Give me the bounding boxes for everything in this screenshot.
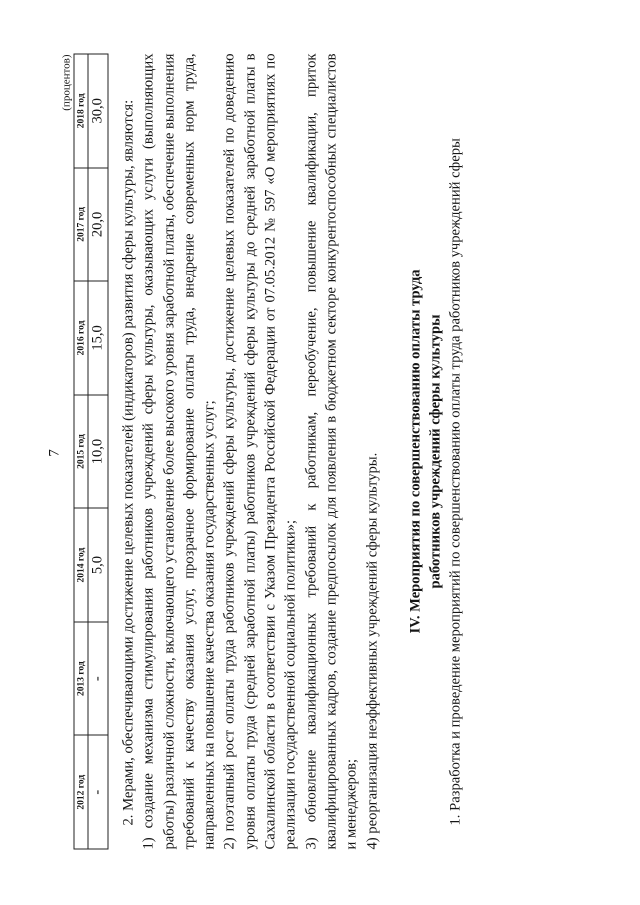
value-2013: - (88, 621, 108, 735)
value-2012: - (88, 735, 108, 849)
list-item-2: 2) поэтапный рост оплаты труда работников учреждений сферы культуры, достижение целевых показателей по доведению уровня оплаты труда (средней заработной платы) работников учреждений сферы культуры до средней заработной платы в Сахалинской области в соответствии с Указом Президента Российской Федерации от 07.05.2012 № 597 «О мероприятиях по реализации государственной социальной политики»; (221, 53, 299, 849)
intro-paragraph: 2. Мерами, обеспечивающими достижение целевых показателей (индикаторов) развития сферы культуры, являются: (120, 99, 136, 825)
list-item-4: 4) реорганизация неэффективных учреждений сферы культуры. (363, 452, 380, 849)
table-row (88, 54, 108, 849)
value-2017: 20,0 (88, 167, 108, 281)
header-2017: 2017 год (74, 167, 88, 281)
value-2016: 15,0 (88, 281, 108, 395)
percent-note: (процентов) (60, 54, 72, 111)
section-title-line-1: IV. Мероприятия по совершенствованию оплаты труда (406, 269, 423, 634)
page-number: 7 (46, 448, 62, 457)
closing-paragraph: 1. Разработка и проведение мероприятий по совершенствованию оплаты труда работников учреждений сферы (447, 137, 464, 825)
header-2018: 2018 год (74, 54, 88, 168)
section-title-line-2: работников учреждений сферы культуры (427, 314, 444, 589)
header-2016: 2016 год (74, 281, 88, 395)
header-2013: 2013 год (74, 621, 88, 735)
value-2015: 10,0 (88, 394, 108, 508)
body-text (118, 53, 466, 849)
header-2012: 2012 год (74, 735, 88, 849)
growth-rate-table (73, 53, 108, 849)
table-header-row (74, 54, 88, 849)
list-item-3: 3) обновление квалификационных требований к работникам, переобучение, повышение квалификации, приток квалифицированных кадров, создание предпосылок для появления в бюджетном секторе конкурентоспособных специалистов и менеджеров; (302, 53, 360, 849)
value-2018: 30,0 (88, 54, 108, 168)
header-2015: 2015 год (74, 394, 88, 508)
value-2014: 5,0 (88, 508, 108, 622)
header-2014: 2014 год (74, 508, 88, 622)
list-item-1: 1) создание механизма стимулирования работников учреждений сферы культуры, оказывающих услуги (выполняющих работы) различной сложности, включающего установление более высокого уровня заработной платы, обеспечение выполнения требований к качеству оказания услуг, прозрачное формирование оплаты труда, внедрение современных норм труда, направленных на повышение качества оказания государственных услуг; (140, 53, 218, 849)
